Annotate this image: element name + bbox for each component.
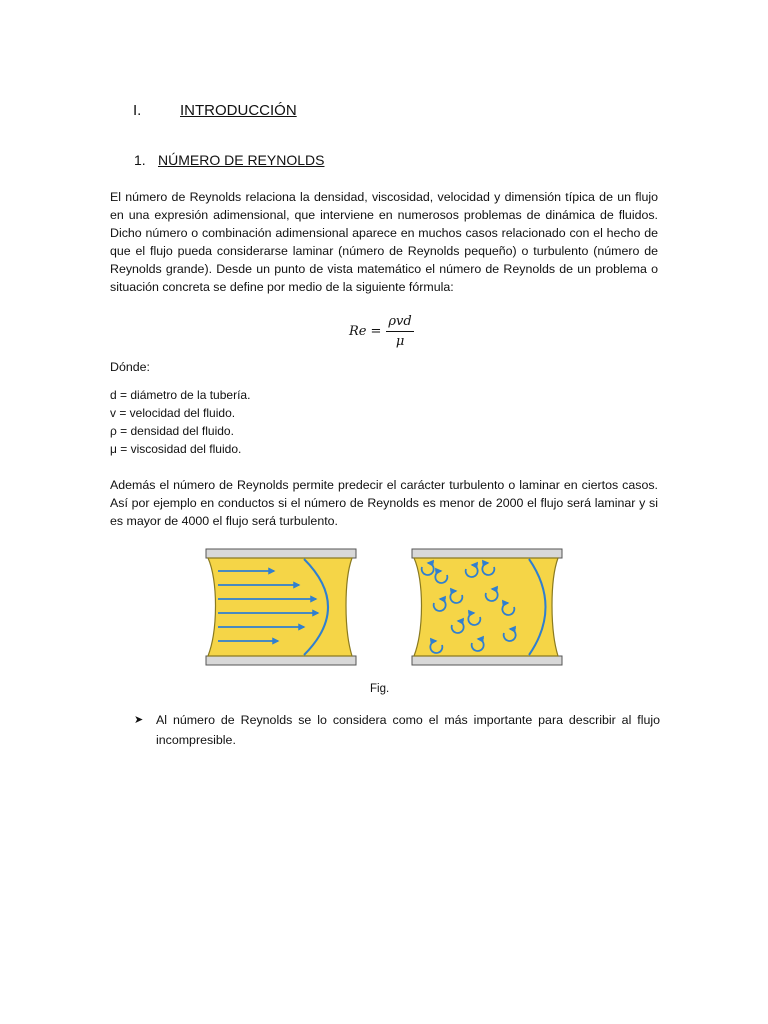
reynolds-formula xyxy=(349,314,414,349)
subsection-number: 1. xyxy=(134,152,146,168)
formula-numerator: ρvd xyxy=(386,314,413,332)
section-title: INTRODUCCIÓN xyxy=(180,102,297,119)
section-heading xyxy=(133,102,297,119)
definition-item: d = diámetro de la tubería. xyxy=(110,388,251,402)
subsection-title: NÚMERO DE REYNOLDS xyxy=(158,152,325,168)
bullet-text: Al número de Reynolds se lo considera como el más importante para describir al flujo incompresible. xyxy=(156,713,660,747)
intro-paragraph: El número de Reynolds relaciona la densidad, viscosidad, velocidad y dimensión típica de un flujo en una expresión adimensional, que interviene en numerosos problemas de dinámica de fluidos. Dicho número o combinación adimensional aparece en muchos casos relacionado con el hecho de que el flujo pueda considerarse laminar (número de Reynolds pequeño) o turbulento (número de Reynolds grande). Desde un punto de vista matemático el número de Reynolds de un problema o situación concreta se define por medio de la siguiente fórmula: xyxy=(110,190,658,294)
arrow-bullet-icon: ➤ xyxy=(134,714,144,726)
laminar-flow-diagram xyxy=(206,549,356,665)
donde-label: Dónde: xyxy=(110,360,150,374)
formula-equals: = xyxy=(370,324,382,339)
formula-fraction xyxy=(386,314,413,349)
definition-item: v = velocidad del fluido. xyxy=(110,406,236,420)
formula-lhs: Re xyxy=(349,324,367,339)
bullet-point xyxy=(134,710,660,750)
subsection-heading xyxy=(134,152,324,168)
section-number: I. xyxy=(133,102,142,119)
figure-caption: Fig. xyxy=(370,683,390,695)
definition-item: ρ = densidad del fluido. xyxy=(110,424,234,438)
flow-figure xyxy=(204,545,564,669)
formula-denominator: μ xyxy=(395,334,405,349)
turbulent-flow-diagram xyxy=(412,549,562,665)
laminar-turbulent-paragraph: Además el número de Reynolds permite predecir el carácter turbulento o laminar en ciertos casos. Así por ejemplo en conductos si el número de Reynolds es menor de 2000 el flujo será laminar y si es mayor de 4000 el flujo será turbulento. xyxy=(110,478,658,528)
definition-item: μ = viscosidad del fluido. xyxy=(110,442,242,456)
definitions-list xyxy=(110,386,250,458)
